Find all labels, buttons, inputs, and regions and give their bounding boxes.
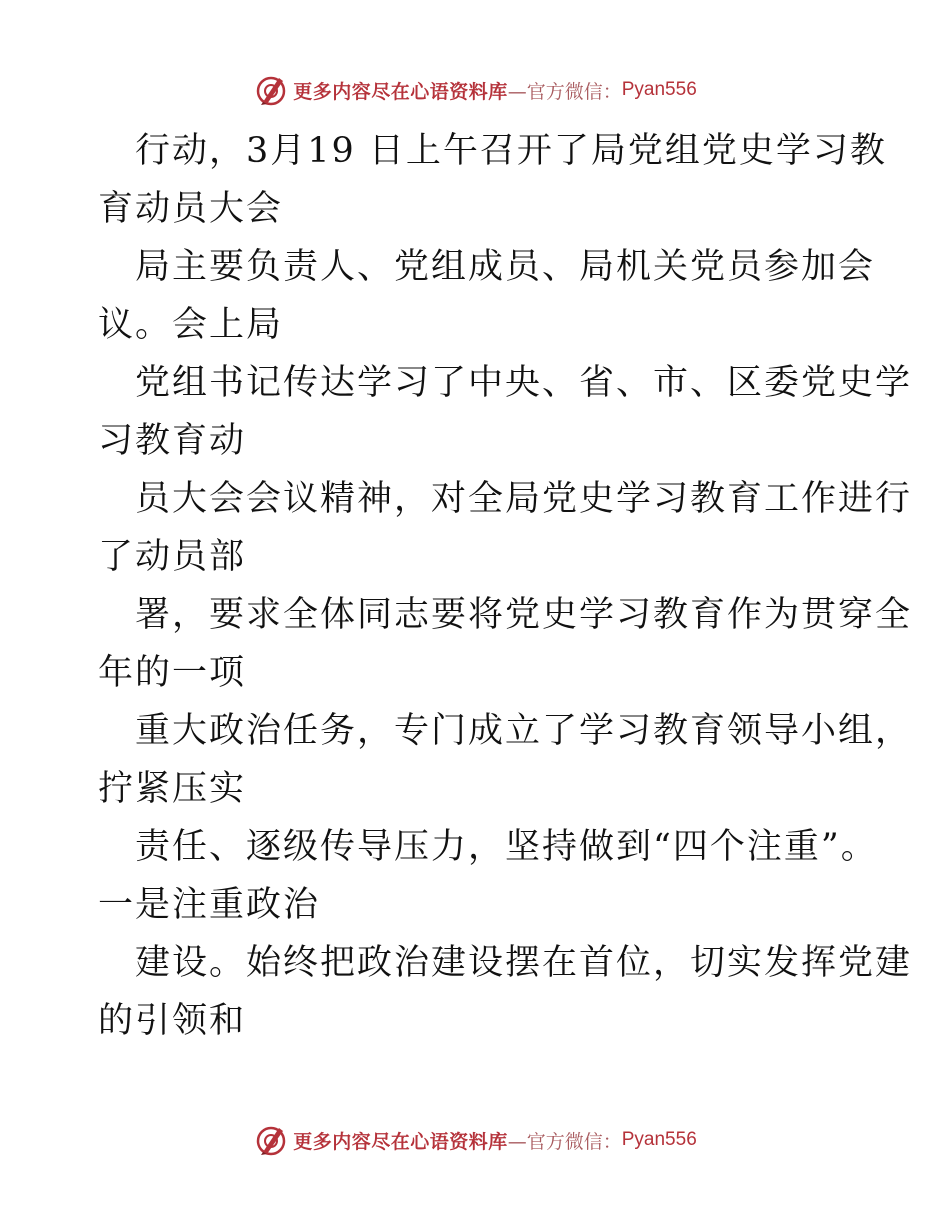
- banner-title: 更多内容尽在心语资料库: [293, 1130, 508, 1153]
- text-line: 年的一项: [98, 653, 247, 693]
- document-body: [98, 122, 913, 1050]
- banner-title: 更多内容尽在心语资料库: [293, 80, 508, 103]
- text-line: 习教育动: [98, 421, 247, 461]
- text-line: 拧紧压实: [98, 769, 247, 809]
- text-line: 议。会上局: [98, 305, 284, 345]
- banner-separator: —官方微信：: [507, 1130, 622, 1153]
- text-line: 一是注重政治: [98, 885, 321, 925]
- header-banner: [0, 72, 950, 108]
- pen-logo-icon: [253, 1122, 289, 1158]
- banner-wechat-id: Pyan556: [621, 79, 697, 100]
- text-line: 重大政治任务，专门成立了学习教育领导小组，: [135, 711, 913, 751]
- text-line: 的引领和: [98, 1001, 247, 1041]
- text-line: 局主要负责人、党组成员、局机关党员参加会: [135, 247, 876, 287]
- text-line: 员大会会议精神，对全局党史学习教育工作进行: [135, 479, 913, 519]
- text-line: 责任、逐级传导压力，坚持做到“四个注重”。: [135, 827, 878, 867]
- footer-banner: [0, 1122, 950, 1158]
- text-line: 行动，3月19 日上午召开了局党组党史学习教: [135, 131, 887, 171]
- text-line: 署，要求全体同志要将党史学习教育作为贯穿全: [135, 595, 913, 635]
- banner-wechat-id: Pyan556: [621, 1129, 697, 1150]
- banner-separator: —官方微信：: [507, 80, 622, 103]
- pen-logo-icon: [253, 72, 289, 108]
- text-line: 党组书记传达学习了中央、省、市、区委党史学: [135, 363, 913, 403]
- text-line: 育动员大会: [98, 189, 284, 229]
- text-line: 了动员部: [98, 537, 247, 577]
- text-line: 建设。始终把政治建设摆在首位，切实发挥党建: [135, 943, 913, 983]
